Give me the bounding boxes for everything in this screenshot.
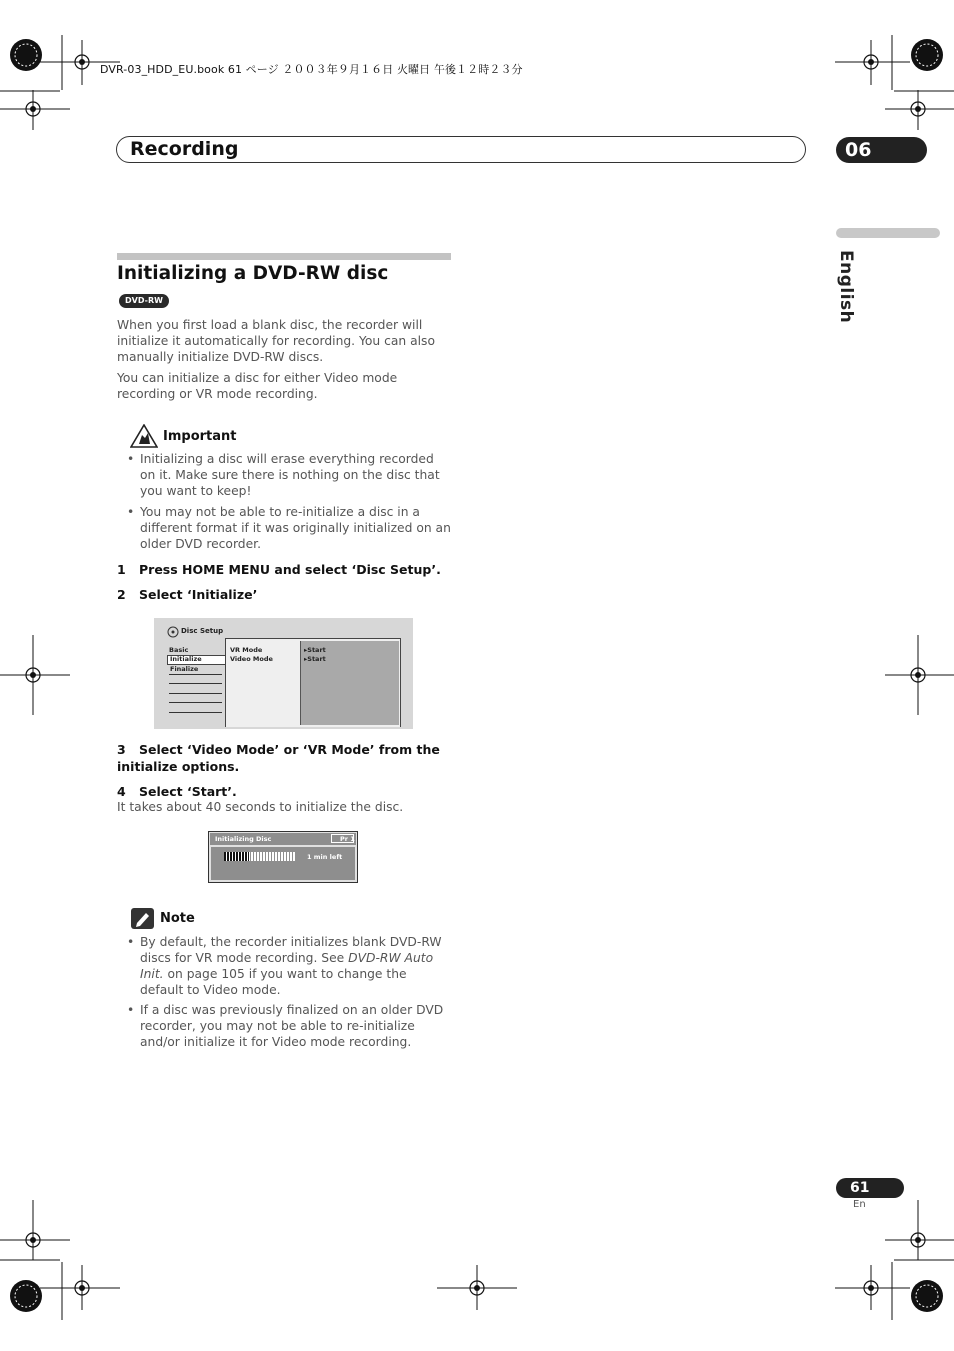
side-tab-bar (836, 228, 940, 238)
section-title: Initializing a DVD-RW disc (117, 263, 389, 284)
disc-type-badge: DVD-RW (119, 294, 169, 308)
list-item: • By default, the recorder initializes blank DVD-RW discs for VR mode recording. See DVD-RW Auto Init. on page 105 if you want to change the default to Video mode. (127, 934, 452, 998)
progress-fill (224, 852, 249, 861)
chapter-badge: 06 (836, 137, 927, 163)
step-4 (117, 783, 452, 800)
step-3 (117, 741, 452, 775)
option-video-mode[interactable]: Video Mode (230, 655, 273, 663)
intro-paragraph: You can initialize a disc for either Video mode recording or VR mode recording. (117, 371, 398, 401)
menu-item-basic[interactable]: Basic (169, 646, 189, 654)
disc-setup-screen (154, 618, 413, 729)
print-header: DVR-03_HDD_EU.book 61 ページ ２００３年９月１６日 火曜日 午後１２時２３分 (100, 63, 523, 76)
menu-item-finalize[interactable]: Finalize (170, 665, 199, 673)
list-item: • Initializing a disc will erase everything recorded on it. Make sure there is nothing on the disc that you want to keep! (127, 451, 452, 499)
step-number: 4 (117, 784, 126, 799)
disc-icon (167, 626, 179, 638)
step-number: 3 (117, 742, 126, 757)
step-text: Select ‘Initialize’ (139, 587, 258, 602)
step-text: Press HOME MENU and select ‘Disc Setup’. (139, 562, 441, 577)
important-label: Important (163, 429, 237, 444)
menu-item-initialize[interactable]: Initialize (170, 655, 202, 663)
page-title: Recording (130, 138, 239, 160)
language-tab: English (836, 250, 856, 324)
initializing-screen (208, 831, 358, 883)
note-bullet-text: By default, the recorder initializes blank DVD-RW discs for VR mode recording. See DVD-RW Auto Init. on page 105 if you want to change the default to Video mode. (140, 935, 442, 997)
option-vr-mode[interactable]: VR Mode (230, 646, 263, 654)
list-item: • You may not be able to re-initialize a disc in a different format if it was originally initialized on an older DVD recorder. (127, 505, 451, 551)
section-rule (117, 253, 451, 260)
important-bullet-text: You may not be able to re-initialize a disc in a different format if it was originally initialized on an older DVD recorder. (140, 505, 451, 551)
start-action[interactable]: ▸Start (304, 646, 326, 654)
intro-paragraph: When you first load a blank disc, the recorder will initialize it automatically for recording. You can also manually initialize DVD-RW discs. (117, 318, 435, 364)
note-pencil-icon (131, 908, 154, 929)
start-action[interactable]: ▸Start (304, 655, 326, 663)
note-label: Note (160, 911, 195, 926)
page-language: En (853, 1199, 866, 1210)
step-4-detail: It takes about 40 seconds to initialize the disc. (117, 800, 404, 814)
step-number: 2 (117, 587, 126, 602)
step-2 (117, 586, 452, 603)
warning-icon (130, 424, 158, 448)
note-bullet-text: If a disc was previously finalized on an older DVD recorder, you may not be able to re-initialize and/or initialize it for Video mode recording. (140, 1003, 444, 1049)
step-number: 1 (117, 562, 126, 577)
list-item: • If a disc was previously finalized on an older DVD recorder, you may not be able to re-initialize and/or initialize it for Video mode recording. (127, 1002, 452, 1050)
important-bullet-text: Initializing a disc will erase everything recorded on it. Make sure there is nothing on the disc that you want to keep! (140, 452, 440, 498)
progress-bar (224, 852, 296, 861)
step-1 (117, 561, 452, 578)
step-text: Select ‘Start’. (139, 784, 237, 799)
time-left: 1 min left (307, 853, 343, 861)
osd-title: Disc Setup (181, 627, 224, 635)
channel-label: Pr 1 (340, 835, 355, 843)
osd-title: Initializing Disc (215, 835, 272, 843)
page-number: 61 (836, 1178, 904, 1198)
step-text: Select ‘Video Mode’ or ‘VR Mode’ from the initialize options. (117, 742, 440, 774)
